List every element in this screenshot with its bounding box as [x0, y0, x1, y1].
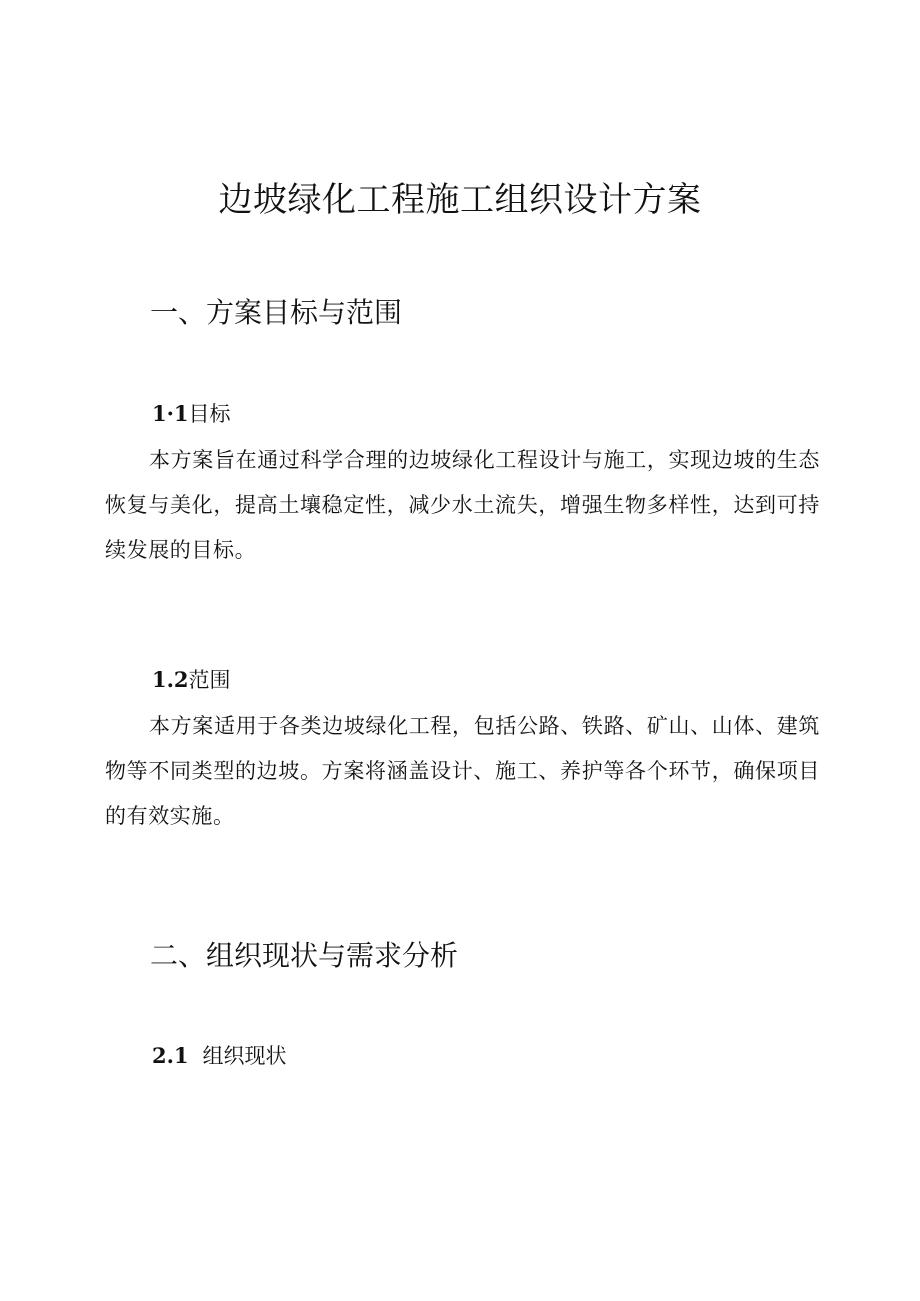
document-title: 边坡绿化工程施工组织设计方案 [218, 180, 702, 220]
paragraph-goal: 本方案旨在通过科学合理的边坡绿化工程设计与施工，实现边坡的生态恢复与美化，提高土壤稳定性，减少水土流失，增强生物多样性，达到可持续发展的目标。 [105, 448, 820, 562]
subsection-number: 1.2 [152, 667, 189, 692]
subsection-title: 目标 [188, 402, 231, 426]
paragraph-scope: 本方案适用于各类边坡绿化工程，包括公路、铁路、矿山、山体、建筑物等不同类型的边坡。方案将涵盖设计、施工、养护等各个环节，确保项目的有效实施。 [105, 714, 820, 828]
subsection-number: 2.1 [152, 1043, 189, 1068]
subsection-heading-1-2 [152, 665, 231, 695]
subsection-title: 组织现状 [202, 1044, 287, 1068]
subsection-title: 范围 [188, 668, 231, 692]
subsection-heading-1-1 [152, 399, 231, 429]
section-heading-2: 二、组织现状与需求分析 [150, 939, 459, 972]
subsection-number: 1·1 [152, 401, 189, 426]
section-heading-1: 一、方案目标与范围 [150, 296, 403, 329]
subsection-heading-2-1 [152, 1041, 287, 1071]
